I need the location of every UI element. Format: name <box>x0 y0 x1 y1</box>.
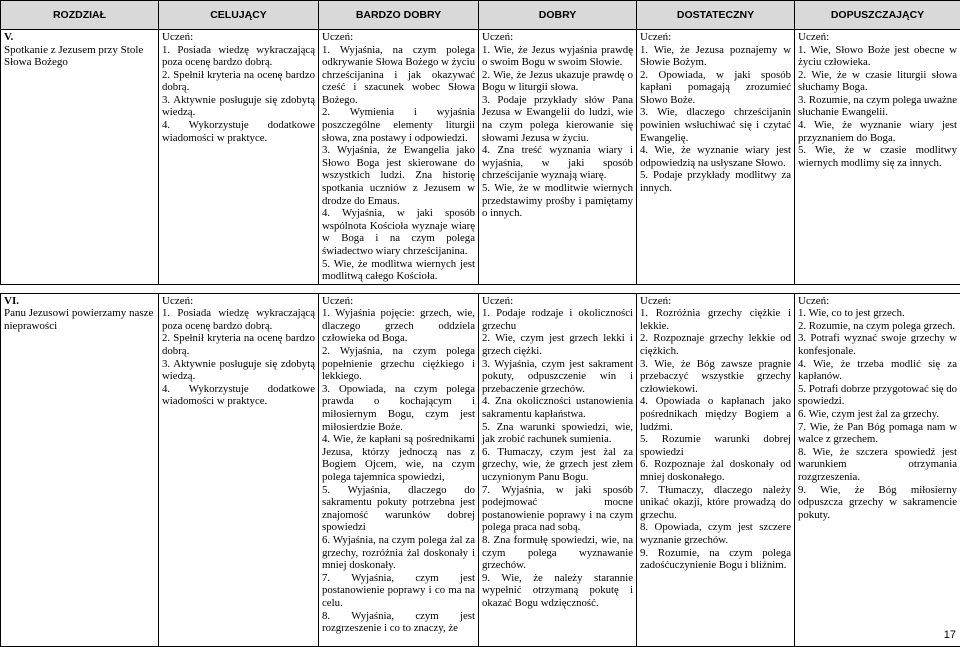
criterion-item: 6. Rozpoznaje żal doskonały od mniej doskonałego. <box>640 458 791 483</box>
header-very-good: BARDZO DOBRY <box>319 1 479 30</box>
student-label: Uczeń: <box>798 295 957 308</box>
criterion-item: 2. Spełnił kryteria na ocenę bardzo dobrą. <box>162 332 315 357</box>
criterion-item: 5. Rozumie warunki dobrej spowiedzi <box>640 433 791 458</box>
criterion-item: 2. Spełnił kryteria na ocenę bardzo dobrą. <box>162 69 315 94</box>
criterion-item: 4. Wykorzystuje dodatkowe wiadomości w praktyce. <box>162 119 315 144</box>
criterion-item: 7. Wyjaśnia, czym jest postanowienie poprawy i co ma na celu. <box>322 572 475 610</box>
student-label: Uczeń: <box>640 295 791 308</box>
criteria-list <box>162 44 315 145</box>
student-label: Uczeń: <box>162 31 315 44</box>
criterion-item: 2. Opowiada, w jaki sposób kapłani pomagają zrozumieć Słowo Boże. <box>640 69 791 107</box>
criterion-item: 8. Zna formułę spowiedzi, wie, na czym polega wyznawanie grzechów. <box>482 534 633 572</box>
criterion-item: 1. Rozróżnia grzechy ciężkie i lekkie. <box>640 307 791 332</box>
criterion-item: 7. Tłumaczy, dlaczego należy unikać okazji, które prowadzą do grzechu. <box>640 484 791 522</box>
criteria-cell <box>319 30 479 285</box>
criterion-item: 4. Wie, że kapłani są pośrednikami Jezusa, którzy jednoczą nas z Bogiem Ojcem, wie, na czym polega tajemnica spowiedzi, <box>322 433 475 483</box>
criterion-item: 4. Zna treść wyznania wiary i wyjaśnia, w jaki sposób chrześcijanie wyznają wiarę. <box>482 144 633 182</box>
header-excellent: CELUJĄCY <box>159 1 319 30</box>
criterion-item: 8. Wie, że szczera spowiedź jest warunkiem otrzymania rozgrzeszenia. <box>798 446 957 484</box>
criterion-item: 8. Opowiada, czym jest szczere wyznanie grzechów. <box>640 521 791 546</box>
criterion-item: 6. Wyjaśnia, na czym polega żal za grzechy, rozróżnia żal doskonały i mniej doskonały. <box>322 534 475 572</box>
criteria-list <box>482 44 633 220</box>
criterion-item: 2. Rozpoznaje grzechy lekkie od ciężkich. <box>640 332 791 357</box>
criterion-item: 2. Wie, czym jest grzech lekki i grzech ciężki. <box>482 332 633 357</box>
header-chapter: ROZDZIAŁ <box>1 1 159 30</box>
criterion-item: 2. Wie, że Jezus ukazuje prawdę o Bogu w liturgii słowa. <box>482 69 633 94</box>
section-number: VI. <box>4 295 155 308</box>
header-satisfactory: DOSTATECZNY <box>637 1 795 30</box>
student-label: Uczeń: <box>322 295 475 308</box>
criterion-item: 6. Tłumaczy, czym jest żal za grzechy, wie, że grzech jest złem uczynionym Panu Bogu. <box>482 446 633 484</box>
criteria-list <box>640 307 791 571</box>
criterion-item: 6. Wie, czym jest żal za grzechy. <box>798 408 957 421</box>
section-title-cell <box>1 293 159 646</box>
section-row-v <box>1 30 960 285</box>
criterion-item: 1. Wie, Słowo Boże jest obecne w życiu człowieka. <box>798 44 957 69</box>
criterion-item: 4. Wie, że wyznanie wiary jest odpowiedzią na usłyszane Słowo. <box>640 144 791 169</box>
criteria-cell <box>479 30 637 285</box>
section-title: Panu Jezusowi powierzamy nasze nieprawości <box>4 307 155 332</box>
criterion-item: 3. Wie, dlaczego chrześcijanin powinien wsłuchiwać się i czytać Ewangelię. <box>640 106 791 144</box>
criteria-cell <box>159 30 319 285</box>
criterion-item: 1. Posiada wiedzę wykraczającą poza ocenę bardzo dobrą. <box>162 44 315 69</box>
criterion-item: 3. Wyjaśnia, że Ewangelia jako Słowo Boga jest skierowane do wszystkich ludzi. Zna historię spotkania uczniów z Jezusem w drodze do Emaus. <box>322 144 475 207</box>
criterion-item: 1. Wyjaśnia pojęcie: grzech, wie, dlaczego grzech oddziela człowieka od Boga. <box>322 307 475 345</box>
criterion-item: 2. Wie, że w czasie liturgii słowa słuchamy Boga. <box>798 69 957 94</box>
criterion-item: 7. Wyjaśnia, w jaki sposób podejmować mocne postanowienie poprawy i na czym polega praca nad sobą. <box>482 484 633 534</box>
student-label: Uczeń: <box>322 31 475 44</box>
criterion-item: 4. Wyjaśnia, w jaki sposób wspólnota Kościoła wyznaje wiarę w Boga i na czym polega świadectwo wiary chrześcijanina. <box>322 207 475 257</box>
criteria-cell <box>319 293 479 646</box>
criteria-list <box>798 307 957 521</box>
criterion-item: 5. Wie, że w czasie modlitwy wiernych modlimy się za innych. <box>798 144 957 169</box>
criterion-item: 2. Rozumie, na czym polega grzech. <box>798 320 957 333</box>
criterion-item: 9. Wie, że Bóg miłosierny odpuszcza grzechy w sakramencie pokuty. <box>798 484 957 522</box>
criterion-item: 4. Wie, że wyznanie wiary jest przyznaniem do Boga. <box>798 119 957 144</box>
criteria-list <box>322 44 475 283</box>
criteria-list <box>640 44 791 195</box>
criterion-item: 1. Posiada wiedzę wykraczającą poza ocenę bardzo dobrą. <box>162 307 315 332</box>
criterion-item: 4. Wykorzystuje dodatkowe wiadomości w praktyce. <box>162 383 315 408</box>
header-sufficient: DOPUSZCZAJĄCY <box>795 1 960 30</box>
criteria-list <box>482 307 633 609</box>
criterion-item: 5. Wie, że w modlitwie wiernych przedstawimy prośby i pamiętamy o innych. <box>482 182 633 220</box>
criteria-cell <box>795 30 960 285</box>
criterion-item: 5. Podaje przykłady modlitwy za innych. <box>640 169 791 194</box>
criteria-cell <box>479 293 637 646</box>
criterion-item: 4. Opowiada o kapłanach jako pośrednikach między Bogiem a ludźmi. <box>640 395 791 433</box>
criterion-item: 2. Wyjaśnia, na czym polega popełnienie grzechu ciężkiego i lekkiego. <box>322 345 475 383</box>
table-gap <box>1 284 960 293</box>
criterion-item: 5. Wie, że modlitwa wiernych jest modlitwą całego Kościoła. <box>322 258 475 283</box>
criterion-item: 3. Wyjaśnia, czym jest sakrament pokuty, odpuszczenie win i przebaczenie grzechów. <box>482 358 633 396</box>
criterion-item: 3. Podaje przykłady słów Pana Jezusa w Ewangelii do ludzi, wie na czym polega kierowanie się słowami Jezusa w życiu. <box>482 94 633 144</box>
criterion-item: 4. Zna okoliczności ustanowienia sakramentu kapłaństwa. <box>482 395 633 420</box>
student-label: Uczeń: <box>482 31 633 44</box>
criterion-item: 9. Rozumie, na czym polega zadośćuczynienie Bogu i bliźnim. <box>640 547 791 572</box>
criterion-item: 1. Wie, że Jezus wyjaśnia prawdę o swoim Bogu w swoim Słowie. <box>482 44 633 69</box>
criterion-item: 1. Wie, że Jezusa poznajemy w Słowie Bożym. <box>640 44 791 69</box>
criteria-list <box>798 44 957 170</box>
student-label: Uczeń: <box>798 31 957 44</box>
criteria-cell <box>637 30 795 285</box>
criterion-item: 1. Wyjaśnia, na czym polega odkrywanie Słowa Bożego w życiu chrześcijanina i jak okazywać cześć i szacunek wobec Słowa Bożego. <box>322 44 475 107</box>
criterion-item: 4. Wie, że trzeba modlić się za kapłanów. <box>798 358 957 383</box>
criterion-item: 3. Aktywnie posługuje się zdobytą wiedzą. <box>162 94 315 119</box>
criterion-item: 5. Potrafi dobrze przygotować się do spowiedzi. <box>798 383 957 408</box>
header-row <box>1 1 960 30</box>
criterion-item: 3. Wie, że Bóg zawsze pragnie przebaczyć wszystkie grzechy człowiekowi. <box>640 358 791 396</box>
criterion-item: 5. Zna warunki spowiedzi, wie, jak zrobić rachunek sumienia. <box>482 421 633 446</box>
criteria-list <box>322 307 475 634</box>
criterion-item: 3. Potrafi wyznać swoje grzechy w konfesjonale. <box>798 332 957 357</box>
student-label: Uczeń: <box>482 295 633 308</box>
criteria-list <box>162 307 315 408</box>
criterion-item: 9. Wie, że należy starannie wypełnić otrzymaną pokutę i okazać Bogu wdzięczność. <box>482 572 633 610</box>
criterion-item: 3. Opowiada, na czym polega prawda o kochającym i miłosiernym Bogu, czym jest miłosierdzie Boże. <box>322 383 475 433</box>
page-number: 17 <box>944 629 956 641</box>
criteria-cell <box>159 293 319 646</box>
student-label: Uczeń: <box>640 31 791 44</box>
criterion-item: 8. Wyjaśnia, czym jest rozgrzeszenie i co to znaczy, że <box>322 610 475 635</box>
criterion-item: 1. Podaje rodzaje i okoliczności grzechu <box>482 307 633 332</box>
student-label: Uczeń: <box>162 295 315 308</box>
criterion-item: 5. Wyjaśnia, dlaczego do sakramentu pokuty potrzebna jest znajomość warunków dobrej spowiedzi <box>322 484 475 534</box>
section-title: Spotkanie z Jezusem przy Stole Słowa Bożego <box>4 44 155 69</box>
criterion-item: 3. Rozumie, na czym polega uważne słuchanie Ewangelii. <box>798 94 957 119</box>
criteria-cell <box>795 293 960 646</box>
criteria-cell <box>637 293 795 646</box>
criterion-item: 7. Wie, że Pan Bóg pomaga nam w walce z grzechem. <box>798 421 957 446</box>
section-title-cell <box>1 30 159 285</box>
criterion-item: 2. Wymienia i wyjaśnia poszczególne elementy liturgii słowa, zna postawy i odpowiedzi. <box>322 106 475 144</box>
section-row-vi <box>1 293 960 646</box>
section-number: V. <box>4 31 155 44</box>
criterion-item: 3. Aktywnie posługuje się zdobytą wiedzą. <box>162 358 315 383</box>
criterion-item: 1. Wie, co to jest grzech. <box>798 307 957 320</box>
header-good: DOBRY <box>479 1 637 30</box>
